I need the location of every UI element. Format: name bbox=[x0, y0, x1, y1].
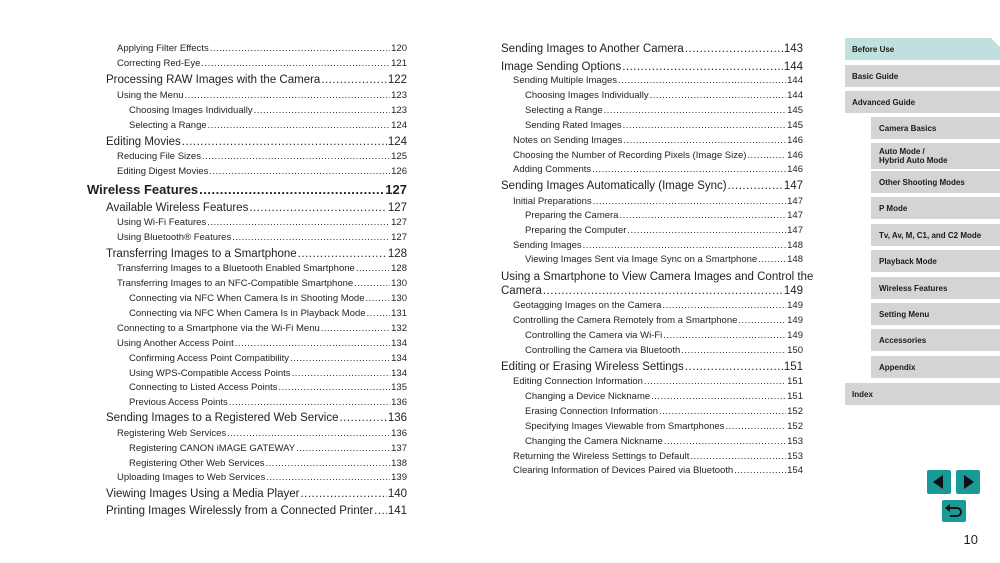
toc-chapter[interactable] bbox=[87, 183, 407, 197]
toc-entry-title: Connecting via NFC When Camera Is in Shooting Mode bbox=[129, 293, 365, 304]
nav-tab-label: Wireless Features bbox=[879, 283, 948, 293]
toc-page-number: 134 bbox=[391, 353, 407, 364]
nav-tab-label: Before Use bbox=[852, 44, 895, 54]
toc-page-number: 151 bbox=[787, 376, 803, 387]
toc-entry-title: Wireless Features bbox=[87, 182, 199, 197]
toc-page-number: 124 bbox=[391, 120, 407, 131]
toc-entry[interactable] bbox=[513, 314, 803, 328]
dot-leader bbox=[235, 337, 390, 351]
dot-leader bbox=[266, 457, 391, 471]
toc-entry-title: Preparing the Computer bbox=[525, 225, 627, 236]
dot-leader bbox=[321, 73, 386, 87]
dot-leader bbox=[300, 487, 386, 501]
nav-tab-label: Auto Mode / Hybrid Auto Mode bbox=[879, 147, 948, 165]
toc-entry-title: Sending Images to Another Camera bbox=[501, 43, 684, 55]
next-page-icon[interactable] bbox=[956, 470, 980, 494]
dot-leader bbox=[738, 314, 786, 328]
toc-page-number: 148 bbox=[787, 240, 803, 251]
toc-page-number: 125 bbox=[391, 151, 407, 162]
toc-entry-title: Sending Multiple Images bbox=[513, 75, 618, 86]
toc-page-number: 149 bbox=[787, 315, 803, 326]
dot-leader bbox=[725, 420, 786, 434]
toc-page-number: 134 bbox=[391, 338, 407, 349]
toc-entry-title: Confirming Access Point Compatibility bbox=[129, 353, 289, 364]
toc-page-number: 151 bbox=[787, 391, 803, 402]
toc-page-number: 151 bbox=[783, 361, 803, 373]
toc-entry[interactable] bbox=[525, 435, 803, 449]
dot-leader bbox=[685, 42, 783, 56]
nav-tab-label: Camera Basics bbox=[879, 123, 937, 133]
toc-entry-title: Erasing Connection Information bbox=[525, 406, 659, 417]
toc-entry[interactable] bbox=[525, 209, 803, 223]
dot-leader bbox=[266, 471, 390, 485]
dot-leader bbox=[292, 367, 391, 381]
toc-entry-title: Available Wireless Features bbox=[106, 202, 249, 214]
toc-entry-title: Geotagging Images on the Camera bbox=[513, 300, 662, 311]
toc-entry-title: Editing or Erasing Wireless Settings bbox=[501, 361, 684, 373]
toc-entry[interactable] bbox=[501, 42, 803, 56]
toc-entry-title: Using the Menu bbox=[117, 90, 184, 101]
toc-page-number: 148 bbox=[787, 254, 803, 265]
toc-entry[interactable] bbox=[525, 89, 803, 103]
dot-leader bbox=[366, 292, 391, 306]
dot-leader bbox=[583, 239, 786, 253]
toc-page-number: 144 bbox=[787, 75, 803, 86]
toc-entry-title: Transferring Images to a Bluetooth Enabled Smartphone bbox=[117, 263, 355, 274]
toc-page-number: 124 bbox=[387, 136, 407, 148]
toc-page-number: 153 bbox=[787, 451, 803, 462]
toc-entry[interactable] bbox=[525, 405, 803, 419]
toc-entry-title: Initial Preparations bbox=[513, 196, 592, 207]
toc-entry-title: Camera bbox=[501, 285, 542, 297]
toc-page-number: 152 bbox=[787, 421, 803, 432]
toc-page-number: 140 bbox=[387, 488, 407, 500]
toc-entry[interactable] bbox=[501, 360, 803, 374]
toc-entry-title: Sending Rated Images bbox=[525, 120, 622, 131]
toc-page-number: 146 bbox=[787, 150, 803, 161]
dot-leader bbox=[659, 405, 786, 419]
toc-entry-title: Specifying Images Viewable from Smartphones bbox=[525, 421, 725, 432]
toc-page-number: 154 bbox=[787, 465, 803, 476]
dot-leader bbox=[278, 381, 390, 395]
toc-entry-title: Registering CANON iMAGE GATEWAY bbox=[129, 443, 296, 454]
toc-entry[interactable] bbox=[513, 375, 803, 389]
toc-page-number: 126 bbox=[391, 166, 407, 177]
dot-leader bbox=[604, 104, 787, 118]
toc-entry-title: Processing RAW Images with the Camera bbox=[106, 74, 321, 86]
toc-entry[interactable] bbox=[129, 292, 407, 306]
toc-entry-title: Previous Access Points bbox=[129, 397, 228, 408]
toc-entry[interactable] bbox=[525, 253, 803, 267]
toc-entry[interactable] bbox=[117, 216, 407, 230]
toc-page-number: 149 bbox=[787, 300, 803, 311]
toc-page-number: 144 bbox=[787, 90, 803, 101]
toc-page-number: 123 bbox=[391, 105, 407, 116]
toc-entry-title: Sending Images to a Registered Web Service bbox=[106, 412, 339, 424]
toc-entry-title: Viewing Images Sent via Image Sync on a Smartphone bbox=[525, 254, 758, 265]
toc-page-number: 131 bbox=[391, 308, 407, 319]
nav-tab-label: Index bbox=[852, 389, 873, 399]
dot-leader bbox=[199, 183, 384, 197]
dot-leader bbox=[207, 216, 390, 230]
nav-tab[interactable] bbox=[871, 143, 1000, 169]
toc-page-number: 144 bbox=[783, 61, 803, 73]
toc-entry-title: Correcting Red-Eye bbox=[117, 58, 201, 69]
dot-leader bbox=[623, 119, 786, 133]
toc-page-number: 127 bbox=[385, 182, 407, 197]
toc-page-number: 135 bbox=[391, 382, 407, 393]
toc-entry-title: Notes on Sending Images bbox=[513, 135, 623, 146]
toc-page-number: 128 bbox=[391, 263, 407, 274]
dot-leader bbox=[619, 209, 786, 223]
toc-page-number: 128 bbox=[387, 248, 407, 260]
toc-page-number: 146 bbox=[787, 164, 803, 175]
toc-page-number: 139 bbox=[391, 472, 407, 483]
toc-entry[interactable] bbox=[513, 464, 803, 478]
dot-leader bbox=[210, 42, 390, 56]
toc-page-number: 152 bbox=[787, 406, 803, 417]
toc-entry-title: Transferring Images to a Smartphone bbox=[106, 248, 297, 260]
toc-entry[interactable] bbox=[525, 329, 803, 343]
toc-entry[interactable] bbox=[525, 224, 803, 238]
toc-entry-title: Using Bluetooth® Features bbox=[117, 232, 232, 243]
dot-leader bbox=[296, 442, 390, 456]
toc-entry[interactable] bbox=[117, 165, 407, 179]
toc-entry[interactable] bbox=[513, 450, 803, 464]
dot-leader bbox=[185, 89, 391, 103]
toc-entry-title: Controlling the Camera via Wi-Fi bbox=[525, 330, 663, 341]
toc-entry-title: Changing a Device Nickname bbox=[525, 391, 651, 402]
toc-entry[interactable] bbox=[106, 411, 407, 425]
nav-tab-label: Advanced Guide bbox=[852, 97, 916, 107]
toc-entry-title: Applying Filter Effects bbox=[117, 43, 209, 54]
toc-entry-title: Using Another Access Point bbox=[117, 338, 234, 349]
return-icon[interactable] bbox=[942, 500, 966, 522]
toc-entry[interactable] bbox=[513, 299, 803, 313]
toc-entry-title: Registering Other Web Services bbox=[129, 458, 265, 469]
toc-entry[interactable] bbox=[129, 104, 407, 118]
dot-leader bbox=[339, 411, 386, 425]
toc-entry-title: Choosing the Number of Recording Pixels (Image Size) bbox=[513, 150, 747, 161]
toc-page-number: 127 bbox=[387, 202, 407, 214]
dot-leader bbox=[681, 344, 786, 358]
nav-tab-label: Setting Menu bbox=[879, 309, 930, 319]
toc-entry-title: Selecting a Range bbox=[129, 120, 207, 131]
toc-entry-title: Connecting to a Smartphone via the Wi-Fi Menu bbox=[117, 323, 320, 334]
nav-tab[interactable] bbox=[871, 117, 1000, 139]
toc-page-number: 134 bbox=[391, 368, 407, 379]
toc-page-number: 132 bbox=[391, 323, 407, 334]
nav-tab[interactable] bbox=[871, 329, 1000, 351]
toc-entry[interactable] bbox=[513, 195, 803, 209]
toc-page-number: 141 bbox=[387, 505, 407, 517]
toc-page-number: 130 bbox=[391, 293, 407, 304]
dot-leader bbox=[208, 119, 391, 133]
dot-leader bbox=[254, 104, 391, 118]
toc-entry[interactable] bbox=[501, 284, 803, 298]
dot-leader bbox=[663, 329, 786, 343]
dot-leader bbox=[356, 262, 390, 276]
toc-entry[interactable] bbox=[129, 367, 407, 381]
toc-entry[interactable] bbox=[117, 42, 407, 56]
toc-entry-title: Reducing File Sizes bbox=[117, 151, 201, 162]
nav-tab[interactable] bbox=[845, 91, 1000, 113]
dot-leader bbox=[651, 390, 786, 404]
toc-entry-title: Transferring Images to an NFC-Compatible Smartphone bbox=[117, 278, 354, 289]
nav-tab-label: Other Shooting Modes bbox=[879, 177, 965, 187]
dot-leader bbox=[728, 179, 783, 193]
toc-entry[interactable] bbox=[513, 74, 803, 88]
dot-leader bbox=[209, 165, 390, 179]
nav-tab[interactable] bbox=[871, 303, 1000, 325]
toc-page-number: 130 bbox=[391, 278, 407, 289]
toc-entry-title: Adding Comments bbox=[513, 164, 592, 175]
toc-entry-title: Connecting via NFC When Camera Is in Playback Mode bbox=[129, 308, 366, 319]
toc-page-number: 147 bbox=[787, 210, 803, 221]
toc-page-number: 137 bbox=[391, 443, 407, 454]
toc-page-number: 147 bbox=[787, 196, 803, 207]
dot-leader bbox=[627, 224, 786, 238]
toc-page-number: 149 bbox=[787, 330, 803, 341]
toc-page-number: 149 bbox=[783, 285, 803, 297]
toc-entry[interactable] bbox=[525, 119, 803, 133]
dot-leader bbox=[201, 57, 390, 71]
toc-page-number: 121 bbox=[391, 58, 407, 69]
dot-leader bbox=[374, 504, 387, 518]
toc-entry[interactable] bbox=[525, 104, 803, 118]
toc-page-number: 136 bbox=[387, 412, 407, 424]
nav-tab-label: Basic Guide bbox=[852, 71, 899, 81]
toc-entry[interactable] bbox=[501, 179, 803, 193]
toc-entry[interactable] bbox=[129, 307, 407, 321]
dot-leader bbox=[623, 134, 786, 148]
dot-leader bbox=[758, 253, 786, 267]
dot-leader bbox=[298, 247, 387, 261]
toc-entry[interactable] bbox=[117, 322, 407, 336]
toc-entry[interactable] bbox=[129, 457, 407, 471]
nav-tab[interactable] bbox=[845, 38, 1000, 60]
toc-entry[interactable] bbox=[129, 442, 407, 456]
dot-leader bbox=[354, 277, 390, 291]
dot-leader bbox=[747, 149, 786, 163]
toc-page-number: 127 bbox=[391, 217, 407, 228]
nav-tab-label: P Mode bbox=[879, 203, 908, 213]
dot-leader bbox=[734, 464, 786, 478]
toc-entry[interactable] bbox=[525, 390, 803, 404]
toc-page-number: 145 bbox=[787, 120, 803, 131]
nav-tab[interactable] bbox=[871, 277, 1000, 299]
toc-page-number: 153 bbox=[787, 436, 803, 447]
dot-leader bbox=[229, 396, 390, 410]
toc-entry-title: Uploading Images to Web Services bbox=[117, 472, 266, 483]
dot-leader bbox=[593, 195, 786, 209]
toc-entry-title: Selecting a Range bbox=[525, 105, 603, 116]
toc-entry[interactable] bbox=[117, 262, 407, 276]
toc-page-number: 136 bbox=[391, 397, 407, 408]
toc-entry[interactable] bbox=[106, 135, 407, 149]
dot-leader bbox=[664, 435, 786, 449]
toc-entry-title: Using Wi-Fi Features bbox=[117, 217, 207, 228]
toc-entry[interactable] bbox=[106, 201, 407, 215]
toc-entry[interactable] bbox=[117, 471, 407, 485]
nav-tab-label: Appendix bbox=[879, 362, 916, 372]
toc-entry-title: Using WPS-Compatible Access Points bbox=[129, 368, 291, 379]
toc-entry-title: Preparing the Camera bbox=[525, 210, 619, 221]
dot-leader bbox=[290, 352, 390, 366]
nav-tab[interactable] bbox=[871, 197, 1000, 219]
toc-entry-title: Clearing Information of Devices Paired via Bluetooth bbox=[513, 465, 734, 476]
nav-tab[interactable] bbox=[871, 224, 1000, 246]
toc-entry[interactable] bbox=[513, 134, 803, 148]
dot-leader bbox=[622, 60, 783, 74]
nav-tab[interactable] bbox=[871, 171, 1000, 193]
toc-entry-title: Sending Images Automatically (Image Sync) bbox=[501, 180, 727, 192]
toc-page-number: 147 bbox=[787, 225, 803, 236]
toc-entry[interactable] bbox=[117, 89, 407, 103]
toc-entry[interactable] bbox=[513, 163, 803, 177]
toc-entry-title: Returning the Wireless Settings to Default bbox=[513, 451, 690, 462]
page-number: 10 bbox=[963, 532, 978, 547]
toc-entry[interactable] bbox=[129, 119, 407, 133]
toc-entry[interactable] bbox=[117, 277, 407, 291]
dot-leader bbox=[543, 284, 783, 298]
toc-entry[interactable] bbox=[117, 150, 407, 164]
nav-tab[interactable] bbox=[871, 250, 1000, 272]
dot-leader bbox=[685, 360, 783, 374]
toc-entry[interactable] bbox=[129, 352, 407, 366]
nav-tab-label: Playback Mode bbox=[879, 256, 937, 266]
toc-entry[interactable] bbox=[117, 427, 407, 441]
toc-entry[interactable] bbox=[106, 247, 407, 261]
toc-entry-title: Controlling the Camera via Bluetooth bbox=[525, 345, 681, 356]
toc-entry[interactable] bbox=[117, 231, 407, 245]
toc-entry-title: Editing Movies bbox=[106, 136, 181, 148]
toc-page-number: 138 bbox=[391, 458, 407, 469]
dot-leader bbox=[592, 163, 786, 177]
dot-leader bbox=[644, 375, 786, 389]
dot-leader bbox=[227, 427, 390, 441]
toc-entry-title: Viewing Images Using a Media Player bbox=[106, 488, 300, 500]
toc-entry[interactable] bbox=[106, 504, 407, 518]
toc-entry-title: Registering Web Services bbox=[117, 428, 227, 439]
toc-page-number: 127 bbox=[391, 232, 407, 243]
nav-tab-label: Accessories bbox=[879, 335, 927, 345]
toc-entry[interactable] bbox=[501, 60, 803, 74]
toc-entry-title: Image Sending Options bbox=[501, 61, 622, 73]
toc-entry[interactable] bbox=[513, 239, 803, 253]
toc-page-number: 150 bbox=[787, 345, 803, 356]
toc-entry[interactable] bbox=[525, 344, 803, 358]
dot-leader bbox=[662, 299, 786, 313]
toc-entry[interactable] bbox=[129, 381, 407, 395]
dot-leader bbox=[232, 231, 390, 245]
nav-tab[interactable] bbox=[871, 356, 1000, 378]
toc-entry[interactable] bbox=[117, 337, 407, 351]
toc-entry-title: Sending Images bbox=[513, 240, 582, 251]
dot-leader bbox=[650, 89, 787, 103]
toc-entry[interactable] bbox=[106, 487, 407, 501]
dot-leader bbox=[367, 307, 391, 321]
dot-leader bbox=[249, 201, 386, 215]
nav-tab[interactable] bbox=[845, 65, 1000, 87]
toc-page-number: 147 bbox=[783, 180, 803, 192]
toc-entry-title: Editing Connection Information bbox=[513, 376, 643, 387]
toc-entry[interactable] bbox=[106, 73, 407, 87]
dot-leader bbox=[182, 135, 387, 149]
dot-leader bbox=[690, 450, 786, 464]
toc-entry-title: Printing Images Wirelessly from a Connected Printer bbox=[106, 505, 374, 517]
dot-leader bbox=[321, 322, 390, 336]
nav-tab[interactable] bbox=[845, 383, 1000, 405]
toc-page-number: 122 bbox=[387, 74, 407, 86]
toc-page-number: 136 bbox=[391, 428, 407, 439]
toc-entry-title: Choosing Images Individually bbox=[525, 90, 649, 101]
nav-tab-label: Tv, Av, M, C1, and C2 Mode bbox=[879, 230, 982, 240]
toc-entry-title: Choosing Images Individually bbox=[129, 105, 253, 116]
toc-page-number: 146 bbox=[787, 135, 803, 146]
dot-leader bbox=[618, 74, 786, 88]
toc-entry[interactable] bbox=[117, 57, 407, 71]
toc-entry-title: Controlling the Camera Remotely from a Smartphone bbox=[513, 315, 738, 326]
previous-page-icon[interactable] bbox=[927, 470, 951, 494]
toc-entry-title: Changing the Camera Nickname bbox=[525, 436, 663, 447]
toc-page-number: 120 bbox=[391, 43, 407, 54]
toc-entry-title[interactable]: Using a Smartphone to View Camera Images and Control the bbox=[501, 271, 814, 283]
toc-entry[interactable] bbox=[129, 396, 407, 410]
toc-entry[interactable] bbox=[513, 149, 803, 163]
toc-page-number: 123 bbox=[391, 90, 407, 101]
toc-page-number: 145 bbox=[787, 105, 803, 116]
dot-leader bbox=[202, 150, 390, 164]
toc-page-number: 143 bbox=[783, 43, 803, 55]
toc-entry[interactable] bbox=[525, 420, 803, 434]
toc-entry-title: Connecting to Listed Access Points bbox=[129, 382, 278, 393]
toc-entry-title: Editing Digest Movies bbox=[117, 166, 209, 177]
